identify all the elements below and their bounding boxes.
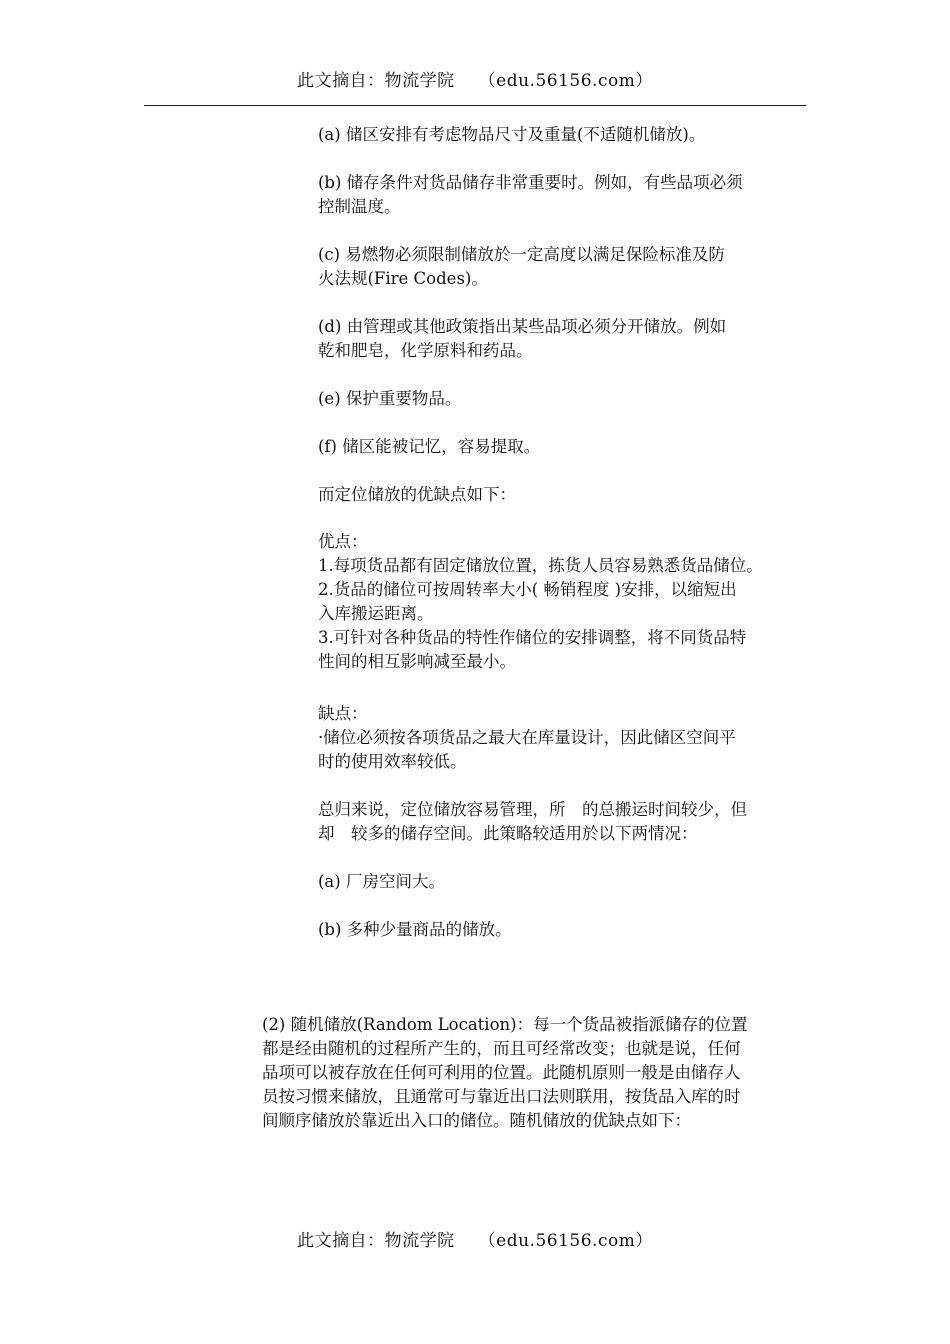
situation-a: (a) 厂房空间大。 [318, 872, 445, 891]
item-f: (f) 储区能被记忆，容易提取。 [318, 437, 541, 456]
item-d: (d) 由管理或其他政策指出某些品项必须分开储放。例如 乾和肥皂，化学原料和药品。 [318, 317, 727, 360]
footer-source: 此文摘自：物流学院 [297, 1231, 455, 1251]
cons-item-1: ·储位必须按各项货品之最大在库量设计，因此储区空间平 时的使用效率较低。 [318, 728, 736, 771]
pros-item-1: 1.每项货品都有固定储放位置，拣货人员容易熟悉货品储位。 [318, 556, 763, 575]
item-c: (c) 易燃物必须限制储放於一定高度以满足保险标准及防 火法规(Fire Codes)。 [318, 245, 725, 288]
page-header [0, 66, 950, 91]
pros-item-2: 2.货品的储位可按周转率大小( 畅销程度 )安排，以缩短出 入库搬运距离。 [318, 580, 737, 623]
item-b: (b) 储存条件对货品储存非常重要时。例如，有些品项必须 控制温度。 [318, 173, 743, 216]
pros-cons-intro: 而定位储放的优缺点如下： [318, 485, 516, 504]
item-e: (e) 保护重要物品。 [318, 389, 462, 408]
footer-url: （edu.56156.com） [478, 1231, 653, 1251]
cons-title: 缺点： [318, 704, 368, 723]
random-storage-section: (2) 随机储放(Random Location)：每一个货品被指派储存的位置 都是经由随机的过程所产生的，而且可经常改变；也就是说，任何 品项可以被存放在任何可利用的位置。此随机原则一般是由储存人 员按习惯来储放，且通常可与靠近出口法则联用，按货品入库的时 间顺序储放於靠近出入口的储位。随机储放的优缺点如下： [262, 1015, 748, 1130]
header-source: 此文摘自：物流学院 [297, 71, 455, 91]
item-a: (a) 储区安排有考虑物品尺寸及重量(不适随机储放)。 [318, 125, 706, 144]
header-url: （edu.56156.com） [478, 71, 653, 91]
page-footer [0, 1226, 950, 1251]
pros-title: 优点： [318, 532, 368, 551]
situation-b: (b) 多种少量商品的储放。 [318, 920, 512, 939]
header-divider [144, 105, 806, 106]
summary: 总归来说，定位储放容易管理，所 的总搬运时间较少，但 却 较多的储存空间。此策略较适用於以下两情况： [318, 800, 747, 843]
pros-item-3: 3.可针对各种货品的特性作储位的安排调整，将不同货品特 性间的相互影响减至最小。 [318, 628, 747, 671]
